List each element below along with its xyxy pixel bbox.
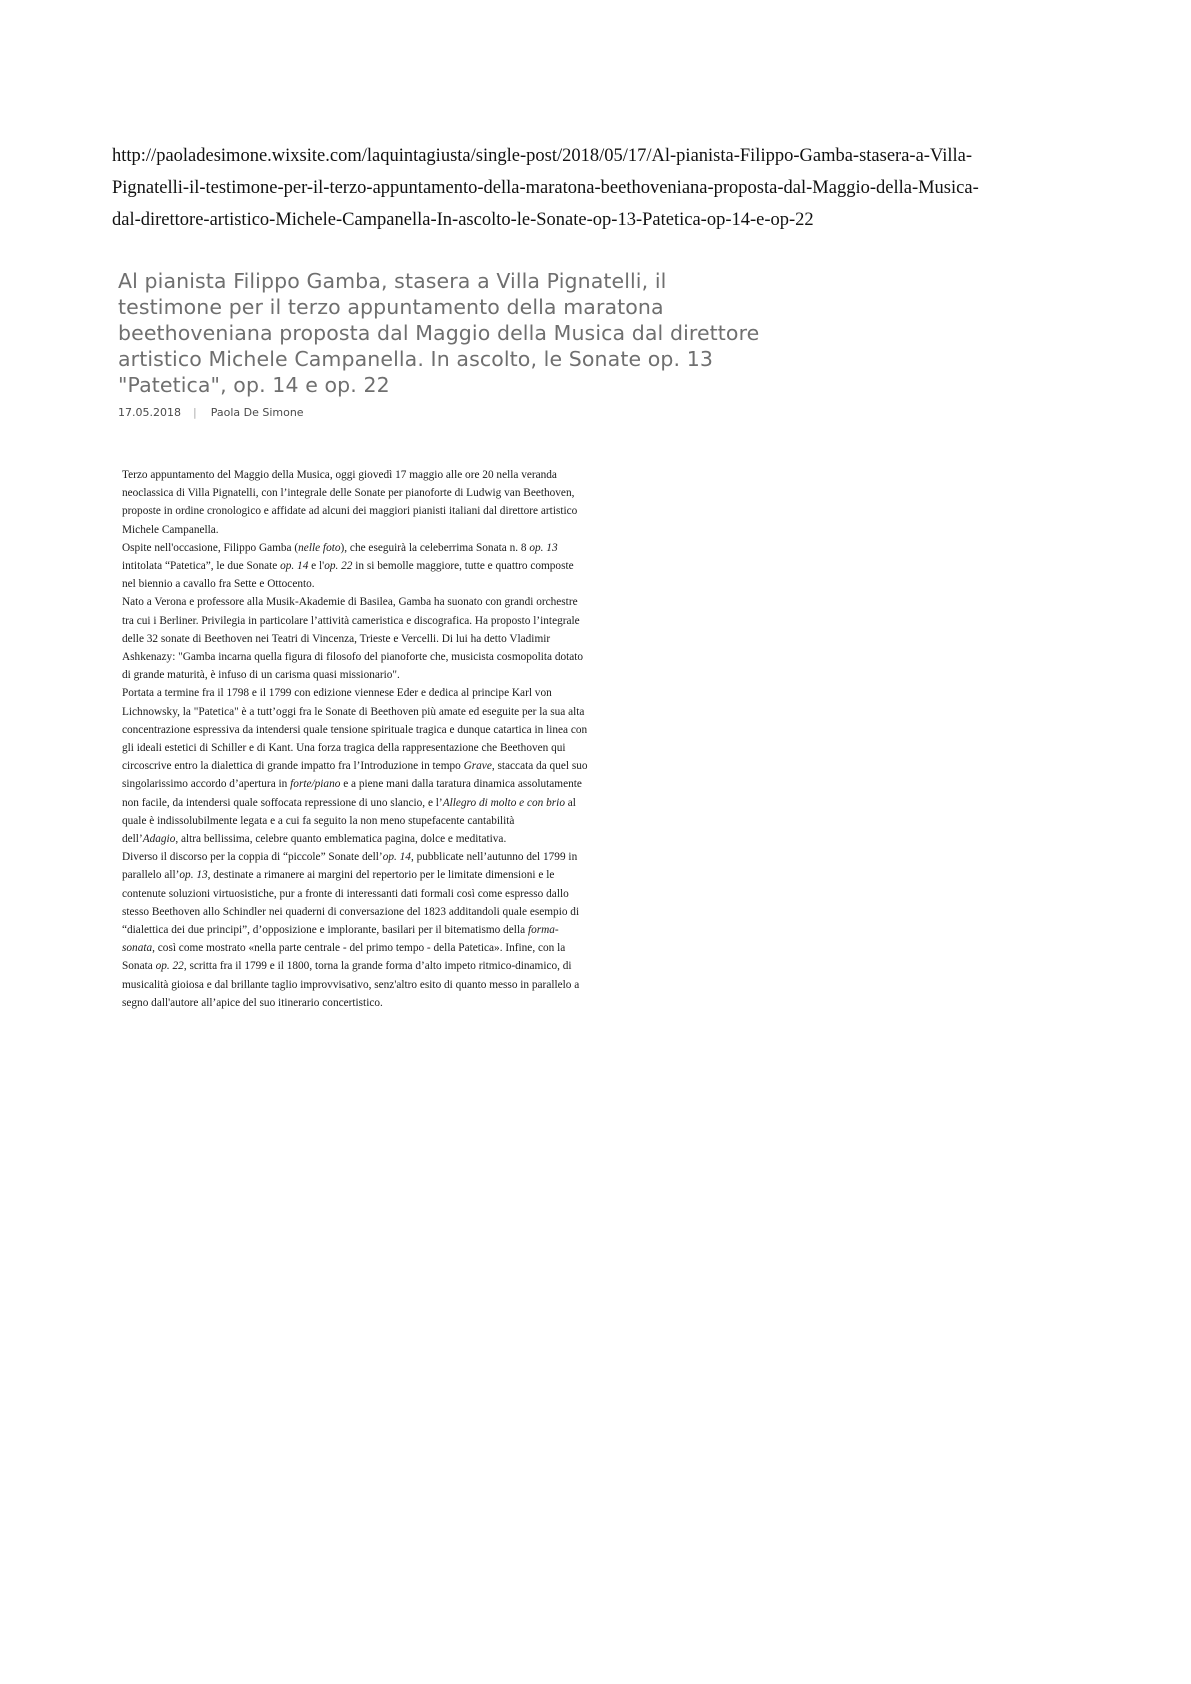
article-body [122,466,642,1012]
text-line: Ospite nell'occasione, Filippo Gamba (nelle foto), che eseguirà la celeberrima Sonata n. 8 op. 13 [122,541,558,554]
url-line: Pignatelli-il-testimone-per-il-terzo-appuntamento-della-maratona-beethoveniana-proposta-dal-Maggio-della-Musica- [112,178,979,198]
text-line: Portata a termine fra il 1798 e il 1799 con edizione viennese Eder e dedica al principe Karl von [122,687,552,700]
paragraph-patetica [122,684,642,848]
text-line: Ashkenazy: "Gamba incarna quella figura di filosofo del pianoforte che, musicista cosmopolita dotato [122,651,584,664]
paragraph-op14-op22 [122,848,642,1012]
text-line: Sonata op. 22, scritta fra il 1799 e il 1800, torna la grande forma d’alto impeto ritmico-dinamico, di [122,960,572,973]
text-line: Lichnowsky, la "Patetica" è a tutt’oggi fra le Sonate di Beethoven più amate ed eseguite per la sua alta [122,705,585,718]
text-line: singolarissimo accordo d’apertura in forte/piano e a piene mani dalla taratura dinamica assolutamente [122,778,582,791]
post-meta [118,406,778,419]
text-line: sonata, così come mostrato «nella parte centrale - del primo tempo - della Patetica». Infine, con la [122,942,566,955]
text-line: non facile, da intendersi quale soffocata repressione di uno slancio, e l’Allegro di molto e con brio al [122,796,576,809]
url-line: dal-direttore-artistico-Michele-Campanella-In-ascolto-le-Sonate-op-13-Patetica-op-14-e-op-22 [112,210,814,230]
title-line: Al pianista Filippo Gamba, stasera a Villa Pignatelli, il [118,269,667,293]
text-line: Nato a Verona e professore alla Musik-Akademie di Basilea, Gamba ha suonato con grandi orchestre [122,596,578,609]
text-line: gli ideali estetici di Schiller e di Kant. Una forza tragica della rappresentazione che Beethoven qui [122,742,566,755]
text-line: Michele Campanella. [122,523,219,536]
text-line: tra cui i Berliner. Privilegia in particolare l’attività cameristica e discografica. Ha proposto l’integrale [122,614,580,627]
text-line: delle 32 sonate di Beethoven nei Teatri di Vincenza, Trieste e Vercelli. Di lui ha detto Vladimir [122,632,551,645]
text-line: quale è indissolubilmente legata e a cui fa seguito la non meno stupefacente cantabilità [122,814,515,827]
post-title [118,268,778,398]
article-header [118,268,778,419]
source-url [112,140,1072,236]
text-line: Terzo appuntamento del Maggio della Musica, oggi giovedì 17 maggio alle ore 20 nella veranda [122,469,557,481]
paragraph-guest [122,539,642,594]
text-line: parallelo all’op. 13, destinate a rimanere ai margini del repertorio per le limitate dimensioni e le [122,869,555,882]
paragraph-biography [122,593,642,684]
text-line: neoclassica di Villa Pignatelli, con l’integrale delle Sonate per pianoforte di Ludwig van Beethoven, [122,487,575,500]
title-line: testimone per il terzo appuntamento della maratona [118,295,664,319]
text-line: circoscrive entro la dialettica di grande impatto fra l’Introduzione in tempo Grave, staccata da quel suo [122,760,588,773]
paragraph-intro [122,466,642,539]
text-line: contenute soluzioni virtuosistiche, pur a fronte di interessanti dati formali così come espresso dallo [122,887,569,900]
post-date: 17.05.2018 [118,406,181,419]
title-line: artistico Michele Campanella. In ascolto, le Sonate op. 13 [118,347,714,371]
text-line: stesso Beethoven allo Schindler nei quaderni di conversazione del 1823 additandoli quale esempio di [122,905,580,918]
text-line: nel biennio a cavallo fra Sette e Ottocento. [122,578,315,591]
post-author: Paola De Simone [210,406,304,419]
text-line: proposte in ordine cronologico e affidate ad alcuni dei maggiori pianisti italiani dal direttore artistico [122,505,578,518]
text-line: musicalità gioiosa e dal brillante taglio improvvisativo, senz'altro esito di quanto messo in parallelo a [122,978,580,991]
text-line: segno dall'autore all’apice del suo itinerario concertistico. [122,996,383,1009]
text-line: “dialettica dei due principi”, d’opposizione e implorante, basilari per il bitematismo della forma- [122,924,559,937]
text-line: concentrazione espressiva da intendersi quale tensione spirituale tragica e dunque catartica in linea con [122,723,588,736]
text-line: Diverso il discorso per la coppia di “piccole” Sonate dell’op. 14, pubblicate nell’autunno del 1799 in [122,851,578,864]
title-line: "Patetica", op. 14 e op. 22 [118,373,390,397]
text-line: intitolata “Patetica”, le due Sonate op. 14 e l'op. 22 in si bemolle maggiore, tutte e quattro composte [122,560,574,573]
text-line: dell’Adagio, altra bellissima, celebre quanto emblematica pagina, dolce e meditativa. [122,833,507,846]
title-line: beethoveniana proposta dal Maggio della Musica dal direttore [118,321,760,345]
meta-separator: | [192,406,197,419]
text-line: di grande maturità, è infuso di un carisma quasi missionario". [122,669,400,682]
url-line: http://paoladesimone.wixsite.com/laquintagiusta/single-post/2018/05/17/Al-pianista-Filippo-Gamba-stasera-a-Villa- [112,146,972,166]
